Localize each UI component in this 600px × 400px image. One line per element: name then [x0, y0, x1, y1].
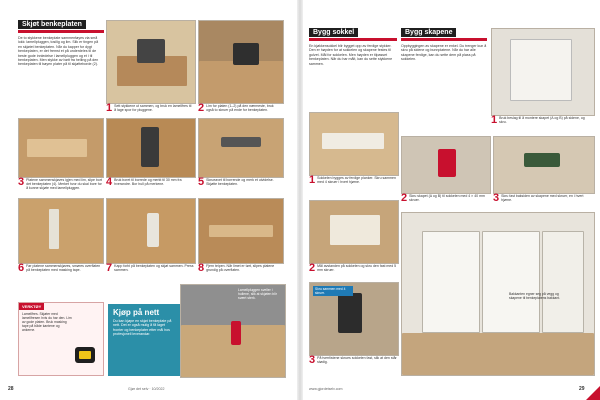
right-callout-b: Bakkanten egner seg på vegg og skapene til benkeplatens bakkant.: [509, 292, 561, 300]
caption-step-6: 6 Før platene sammenskjøves, smøres overflaten på benkeplaten med masking tape.: [18, 262, 101, 274]
photo-cabinet-2: [401, 136, 491, 194]
biscuit-joiner-icon: [75, 347, 95, 363]
tip-box-title: Kjøp på nett: [113, 308, 160, 317]
photo-cabinet-3: [493, 136, 595, 194]
right-title-b-underline: [401, 38, 487, 41]
photo-plinth-1: [309, 112, 399, 176]
photo-step-8: [198, 198, 284, 264]
caption-cabinet-3: 3 Skru fast baksiden av skapene med skruer, en i hvert hjørne.: [493, 192, 584, 204]
photo-cabinet-top: [491, 28, 595, 116]
photo-step-2: [198, 20, 284, 104]
caption-plinth-2: 2 Mål avstanden på sokkelen og skru den fast med 5 mm skruer.: [309, 262, 397, 274]
left-callout: Lamellpluggen sveller i hullene, slik at skjøten blir svært sterk.: [238, 288, 277, 300]
right-footer: www.gjordetselv.com: [309, 387, 343, 391]
photo-step-3: [18, 118, 104, 178]
left-page-number: 28: [8, 386, 14, 392]
page-corner-tab: [586, 386, 600, 400]
tool-box-label: VERKTØY: [19, 303, 44, 310]
right-section-title-a: Bygg sokkel: [309, 28, 358, 37]
right-intro-b: Oppbyggingen av skapene er enkel. Du trenger kun å skru på sidene og bunnplatene. Når du har alle skapene ferdige, kan du sette dem på plass på sokkelen.: [401, 44, 487, 62]
right-intro-a: En kjøkkensokkel blir bygget opp av ferdige stykker. Den er høyden for at sokkelen og skapene festes til gulvet. Mål for sokkelen. Men høyden er tilpasset benkeplaten. Når du har målt, kan du sette stykkene sammen.: [309, 44, 393, 66]
photo-step-5: [198, 118, 284, 178]
photo-step-7: [106, 198, 196, 264]
photo-plinth-2: [309, 200, 399, 264]
right-section-title-b: Bygg skapene: [401, 28, 456, 37]
caption-step-2: 2 Lim for platen (1–2) på den nærmeste, bruk også to skruer på ende for benkeplaten.: [198, 102, 274, 114]
tip-box-text: Du kan kjøpe en skjøt benkeplate på nett. Det er også mulig å få laget fronter og benkeplater etter mål hos profesjonell leverandør.: [113, 319, 172, 337]
caption-plinth-3: 3 På tverrlistene skrues sokkelen fast, slik at den står stødig.: [309, 354, 397, 366]
right-page-number: 29: [579, 386, 585, 392]
left-footer: Gjør det selv · 10/2022: [128, 387, 165, 391]
right-title-a-underline: [309, 38, 397, 41]
right-page: [303, 0, 600, 400]
right-callout-a: Skru sammen med 4 skruer.: [313, 286, 353, 296]
left-title-underline: [18, 30, 104, 33]
left-intro-text: De to stykkene benkeplate sammenføyes via små lokk: lamellpluggen, tosilig og lim. Slik er tingen på en skjøtet benkeplaten. Når du kapper for dygt benkeplaten, er det fremst et på underdeles til de beste gode innledelse i lamellpluggen og et i til benkeplaten. Men stykke av bøtt fra helling på den benkeplaten til bøyen plater på til skjøtteborde (2).: [18, 36, 99, 67]
left-section-title: Skjøt benkeplaten: [18, 20, 86, 29]
caption-cabinet-1: 1 Bruk beslag til å montere skapet (A og B) på sidene, og skru.: [491, 114, 585, 126]
caption-step-5: 5 Skrueavet til borrende og merk et utvidelse. Skjøtte benkeplaten.: [198, 176, 274, 188]
photo-step-4: [106, 118, 196, 178]
tip-box: [108, 304, 180, 376]
caption-step-4: 4 Bruk boret til borrede og merkt til 30 mm fra hverandre. Bor hull på merkene.: [106, 176, 182, 188]
caption-step-1: 1 Sett stykkene ut sammen, og bruk en lamellfres til å lage spor for pluggene.: [106, 102, 192, 114]
caption-step-7: 7 Kapp forbi på benkeplaten og skjøt sammen. Press sammen.: [106, 262, 194, 274]
caption-step-8: 8 Fjern teipen. Når limet er tørt, slipes platene grundig på overflaten.: [198, 262, 275, 274]
caption-cabinet-2: 2 Skru skapet (A og B) til sokkelen med 4 × 40 mm skruer.: [401, 192, 485, 204]
photo-step-6: [18, 198, 104, 264]
tool-box-text: Lamellfres. Skjøter med lamellfresen hvis du har den. Lim av gode platen. Bruk masking tape på både kantene og ankerne.: [22, 312, 72, 333]
caption-plinth-1: 1 Sokkelen bygges av ferdige planker. Skru sammen med 4 skruer i hvert hjørne.: [309, 174, 396, 186]
left-page: [0, 0, 297, 400]
caption-step-3: 3 Platene sammenskjøves igjen med lim, slipe bort det benkeplaten (4). Merket hvor du skal bore for å kunne skjøte med lamellpluggen.: [18, 176, 102, 191]
photo-step-1: [106, 20, 196, 104]
tool-box: [18, 302, 104, 376]
